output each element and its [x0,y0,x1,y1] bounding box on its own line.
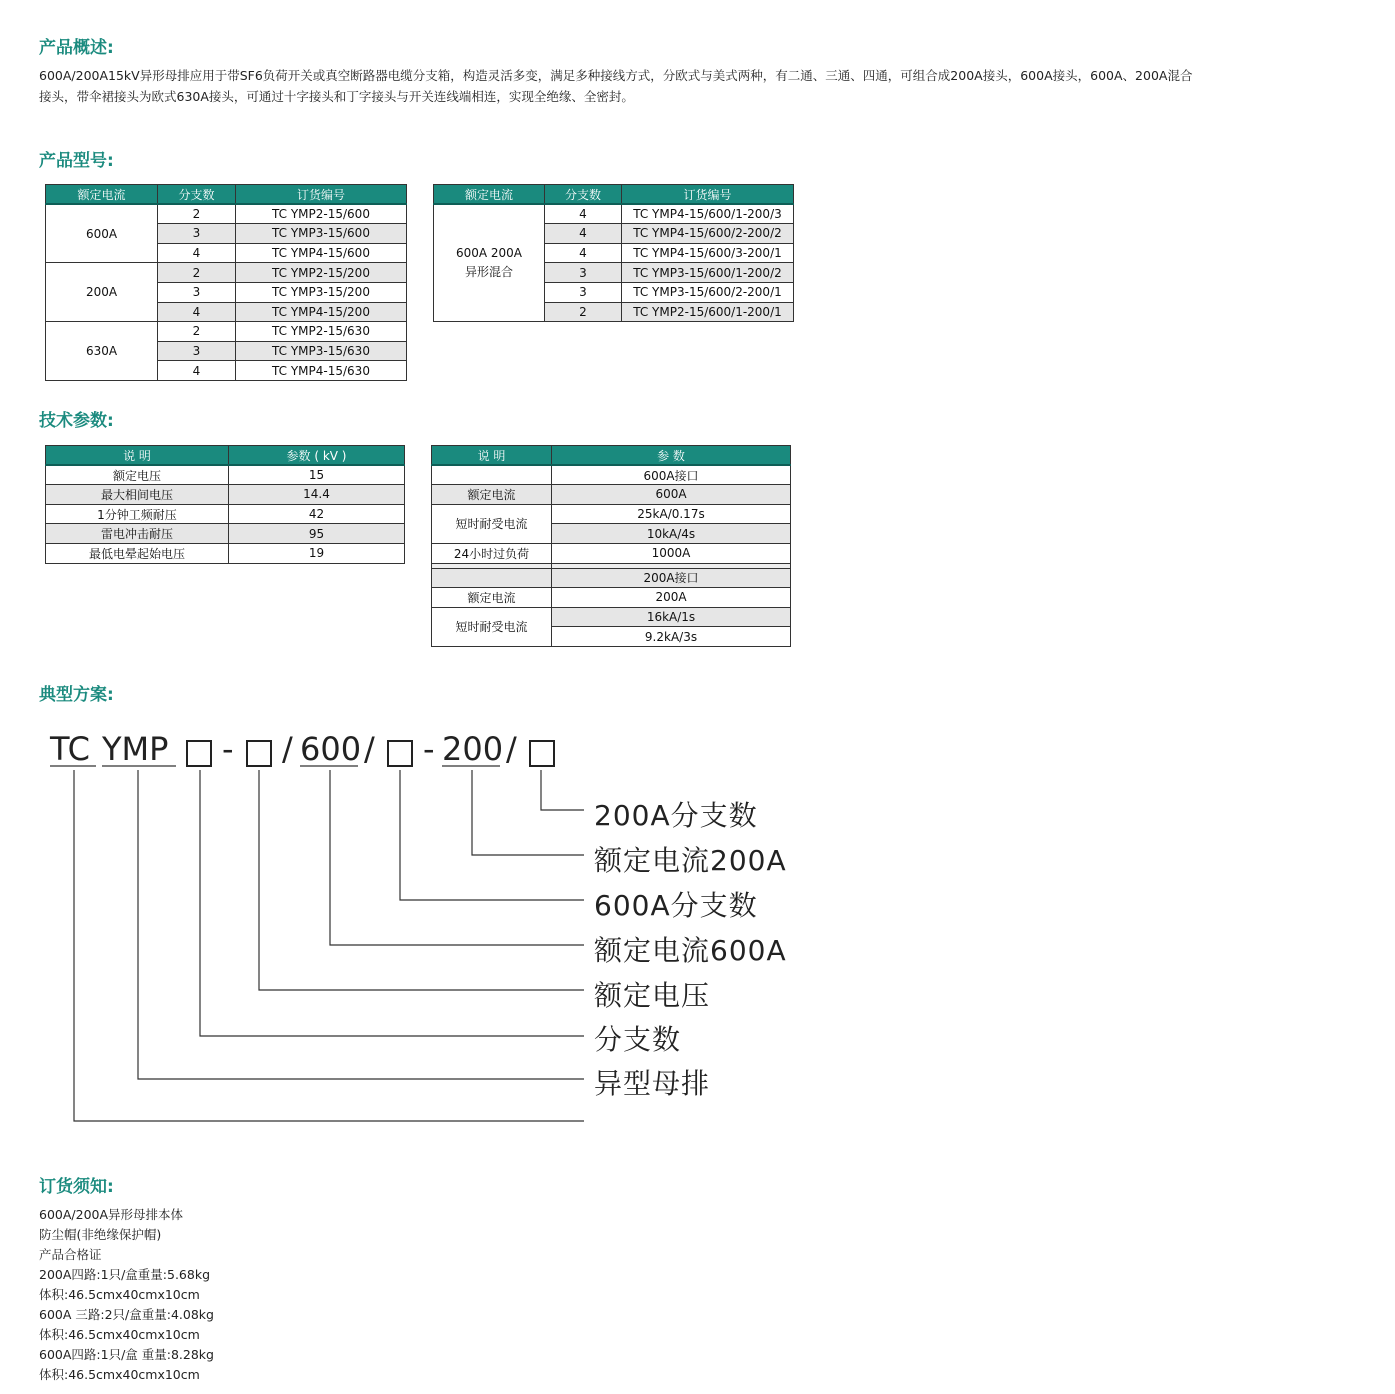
label-rated-voltage: 额定电压 [594,979,711,1012]
models-title: 产品型号: [39,151,114,171]
rated-200-value: 200A [552,588,791,608]
port-200-label: 200A接口 [552,568,791,588]
overview-line-2: 接头，带伞裙接头为欧式630A接头，可通过十字接头和丁字接头与开关连线端相连，实现全绝缘、全密封。 [39,89,634,104]
label-rated-600a: 额定电流600A [594,934,787,967]
order-code: TC YMP3-15/600/2-200/1 [622,282,794,302]
param-value: 14.4 [229,485,405,505]
branch-count: 2 [158,204,236,224]
branch-count: 4 [545,243,622,263]
branch-count: 4 [545,204,622,224]
code-slash: / [364,730,375,768]
order-code: TC YMP3-15/600 [236,224,407,244]
header-branches: 分支数 [545,185,622,205]
group-current: 200A [46,263,158,322]
order-code: TC YMP4-15/200 [236,302,407,322]
order-code: TC YMP4-15/630 [236,361,407,381]
code-600: 600 [300,730,362,768]
header-description: 说 明 [432,446,552,466]
mixed-current-line-2: 异形混合 [464,265,513,280]
ordering-item: 体积:46.5cmx40cmx10cm [39,1287,200,1302]
group-current: 630A [46,322,158,381]
param-name: 雷电冲击耐压 [46,524,229,544]
order-code: TC YMP2-15/200 [236,263,407,283]
code-box-600-branches [387,737,413,775]
short-200-value-1: 16kA/1s [552,607,791,627]
code-box-voltage [246,737,272,775]
empty-cell [432,465,552,485]
empty-cell [432,568,552,588]
overview-line-1: 600A/200A15kV异形母排应用于带SF6负荷开关或真空断路器电缆分支箱，构造灵活多变，满足多种接线方式，分欧式与美式两种，有二通、三通、四通，可组合成200A接头，600A接头，600A、200A混合 [39,68,1193,83]
label-600a-branches: 600A分支数 [594,889,758,922]
scheme-title: 典型方案: [39,685,114,705]
branch-count: 3 [545,282,622,302]
short-600-label: 短时耐受电流 [432,504,552,543]
branch-count: 4 [158,361,236,381]
branch-count: 3 [158,341,236,361]
order-code: TC YMP3-15/200 [236,282,407,302]
header-rated-current: 额定电流 [46,185,158,205]
branch-count: 3 [158,282,236,302]
branch-count: 2 [545,302,622,322]
ordering-item: 防尘帽(非绝缘保护帽) [39,1227,162,1242]
order-code: TC YMP2-15/630 [236,322,407,342]
short-600-value-2: 10kA/4s [552,524,791,544]
short-600-value-1: 25kA/0.17s [552,504,791,524]
rated-200-label: 额定电流 [432,588,552,608]
code-box-200-branches [529,737,555,775]
overload-value: 1000A [552,543,791,563]
code-200: 200 [442,730,504,768]
branch-count: 4 [158,243,236,263]
header-rated-current: 额定电流 [434,185,545,205]
rated-600-value: 600A [552,485,791,505]
order-code: TC YMP4-15/600/2-200/2 [622,224,794,244]
order-code: TC YMP3-15/630 [236,341,407,361]
param-name: 最大相间电压 [46,485,229,505]
ordering-list [39,1205,214,1385]
short-200-value-2: 9.2kA/3s [552,627,791,647]
code-tc: TC [50,730,91,768]
header-description: 说 明 [46,446,229,466]
param-name: 最低电晕起始电压 [46,543,229,563]
branch-count: 4 [158,302,236,322]
short-200-label: 短时耐受电流 [432,607,552,646]
ordering-item: 200A四路:1只/盒重量:5.68kg [39,1267,211,1282]
overload-label: 24小时过负荷 [432,543,552,563]
rated-600-label: 额定电流 [432,485,552,505]
label-rated-200a: 额定电流200A [594,844,787,877]
ordering-item: 600A四路:1只/盒 重量:8.28kg [39,1347,214,1362]
label-branches: 分支数 [594,1023,682,1056]
header-value: 参 数 [552,446,791,466]
order-code: TC YMP2-15/600/1-200/1 [622,302,794,322]
param-value: 15 [229,465,405,485]
label-200a-branches: 200A分支数 [594,799,758,832]
port-600-label: 600A接口 [552,465,791,485]
tech-table-1 [45,445,405,564]
order-code: TC YMP2-15/600 [236,204,407,224]
header-branches: 分支数 [158,185,236,205]
param-name: 1分钟工频耐压 [46,504,229,524]
param-value: 95 [229,524,405,544]
header-value: 参数 ( kV ) [229,446,405,466]
tech-title: 技术参数: [39,411,114,431]
param-value: 42 [229,504,405,524]
order-code: TC YMP4-15/600/1-200/3 [622,204,794,224]
label-busbar: 异型母排 [594,1067,711,1100]
code-ymp: YMP [102,730,169,768]
mixed-current-line-1: 600A 200A [455,246,523,261]
model-table-1 [45,184,407,381]
model-table-2 [433,184,794,322]
order-code: TC YMP4-15/600/3-200/1 [622,243,794,263]
code-slash: / [282,730,293,768]
param-value: 19 [229,543,405,563]
header-order-code: 订货编号 [236,185,407,205]
ordering-title: 订货须知: [39,1177,114,1197]
branch-count: 3 [158,224,236,244]
ordering-item: 600A/200A异形母排本体 [39,1207,184,1222]
code-dash: - [423,730,435,768]
code-box-branches [186,737,212,775]
branch-count: 4 [545,224,622,244]
ordering-item: 体积:46.5cmx40cmx10cm [39,1367,200,1382]
ordering-item: 600A 三路:2只/盒重量:4.08kg [39,1307,214,1322]
branch-count: 2 [158,322,236,342]
branch-count: 2 [158,263,236,283]
order-code: TC YMP3-15/600/1-200/2 [622,263,794,283]
group-current: 600A [46,204,158,263]
overview-title: 产品概述: [39,38,114,58]
code-dash: - [222,730,234,768]
tech-table-2 [431,445,791,647]
header-order-code: 订货编号 [622,185,794,205]
branch-count: 3 [545,263,622,283]
code-slash: / [506,730,517,768]
ordering-item: 体积:46.5cmx40cmx10cm [39,1327,200,1342]
mixed-current [434,204,545,322]
param-name: 额定电压 [46,465,229,485]
order-code: TC YMP4-15/600 [236,243,407,263]
ordering-item: 产品合格证 [39,1247,102,1262]
